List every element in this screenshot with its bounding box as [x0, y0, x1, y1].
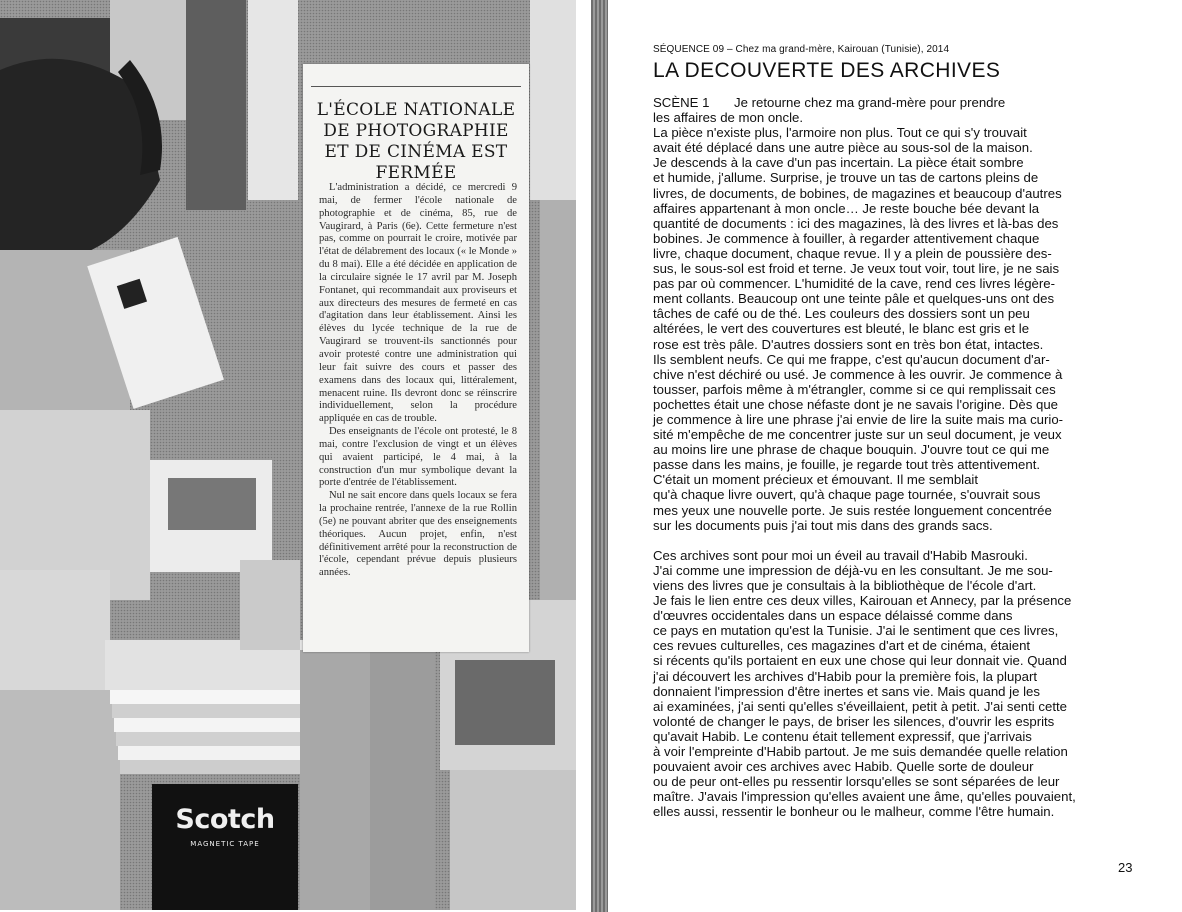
page-gutter [576, 0, 591, 912]
text-line: livres, de documents, de bobines, de magazines et beaucoup d'autres [653, 185, 1062, 201]
text-line: elles aussi, ressentir le bonheur ou le malheur, comme l'être humain. [653, 804, 1055, 820]
sequence-label: SÉQUENCE 09 – Chez ma grand-mère, Kairouan (Tunisie), 2014 [653, 44, 950, 55]
text-line: j'ai découvert les archives d'Habib pour la première fois, la plupart [653, 668, 1038, 684]
text-line: J'ai comme une impression de déjà-vu en les consultant. Je me sou- [653, 562, 1053, 578]
paragraph-archives [653, 548, 1133, 820]
text-line: ou de peur ont-elles pu ressentir lorsqu'elles se sont séparées de leur [653, 774, 1060, 790]
page-edge-photo-strip [591, 0, 608, 912]
text-line: ment collants. Beaucoup ont une teinte pâle et quelques-uns ont des [653, 291, 1055, 307]
text-line-content: Je retourne chez ma grand-mère pour prendre [734, 95, 1006, 110]
text-line: au moins lire une phrase de chaque bouquin. J'ouvre tout ce qui me [653, 442, 1050, 458]
text-line: ce pays en mutation qu'est la Tunisie. J'ai le sentiment que ces livres, [653, 623, 1059, 639]
text-line: mes yeux une nouvelle porte. Je suis restée longuement concentrée [653, 502, 1052, 518]
clipping-headline [315, 100, 517, 184]
scotch-sub-label: MAGNETIC TAPE [190, 840, 260, 848]
clipping-headline-line: L'ÉCOLE NATIONALE [316, 100, 516, 120]
text-line: bobines. Je commence à fouiller, à regarder attentivement chaque [653, 230, 1040, 246]
text-line: maître. J'avais l'impression qu'elles avaient une âme, qu'elles pouvaient, [653, 789, 1076, 805]
text-line [653, 95, 1133, 110]
clipping-body [319, 182, 517, 580]
text-line: sité m'empêche de me concentrer juste sur un seul document, je veux [653, 427, 1062, 443]
text-line: les affaires de mon oncle. [653, 110, 804, 126]
text-line: avait été déplacé dans une autre pièce au sous-sol de la maison. [653, 140, 1033, 156]
text-line: altérées, le vert des couvertures est bleuté, le blanc est gris et le [653, 321, 1030, 337]
text-line: tâches de café ou de thé. Les couleurs des dossiers sont un peu [653, 306, 1030, 322]
text-line: passe dans les mains, je fouille, je regarde tout très attentivement. [653, 457, 1041, 473]
scotch-brand-label: Scotch [175, 804, 275, 835]
clipping-headline-line: ET DE CINÉMA EST FERMÉE [324, 142, 508, 183]
text-line: d'œuvres occidentales dans un espace délaissé comme dans [653, 608, 1013, 624]
text-line: Ils semblent neufs. Ce qui me frappe, c'est qu'aucun document d'ar- [653, 351, 1050, 367]
text-line: qu'avait Habib. Le contenu était tellement expressif, que j'arrivais [653, 728, 1032, 744]
scene-label: SCÈNE 1 [653, 95, 710, 110]
text-line: C'était un moment précieux et émouvant. Il me semblait [653, 472, 979, 488]
body-text [653, 95, 1133, 820]
text-line: tousser, parfois même à m'étrangler, comme si ce qui remplissait ces [653, 381, 1056, 397]
text-line: pas par où commencer. L'humidité de la cave, rend ces livres légère- [653, 276, 1056, 292]
text-line: La pièce n'existe plus, l'armoire non plus. Tout ce qui s'y trouvait [653, 125, 1027, 141]
text-line: chive n'est déchiré ou usé. Je commence à les ouvrir. Je commence à [653, 366, 1063, 382]
text-line: sus, le sous-sol est froid et terne. Je veux tout voir, tout lire, je ne sais [653, 261, 1060, 277]
paragraph-gap [653, 533, 1133, 548]
text-line: Ces archives sont pour moi un éveil au travail d'Habib Masrouki. [653, 547, 1028, 563]
archive-photograph [0, 0, 576, 910]
text-line: volonté de changer le pays, de briser les silences, d'ouvrir les esprits [653, 713, 1055, 729]
text-line: Je descends à la cave d'un pas incertain. La pièce était sombre [653, 155, 1024, 171]
text-line: qu'à chaque livre ouvert, qu'à chaque page tournée, s'ouvrait sous [653, 487, 1041, 503]
text-line: viens des livres que je consultais à la bibliothèque de l'école d'art. [653, 578, 1037, 593]
text-line: à voir l'empreinte d'Habib partout. Je me suis demandée quelle relation [653, 744, 1068, 760]
clipping-paragraph: L'administration a décidé, ce mercredi 9 mai, de fermer l'école nationale de photographie et de cinéma, 85, rue de Vaugirard, à Paris (6e). Cette fermeture n'est pas, comme on pourrait le croire, motivée par l'état de délabrement des locaux (« le Monde » du 8 mai). Elle a été décidée en application de la circulaire signée le 17 avril par M. Joseph Fontanet, qui recommandait aux proviseurs et aux directeurs des mesures de fermeté en cas d'agitation dans leur établissement. Ainsi les élèves du lycée technique de la rue de Vaugirard se trouvent-ils sanctionnés pour avoir protesté contre une administration qui leur fait suivre des cours et passer des examens dans des locaux qui, littéralement, menacent ruine. Ils devront donc se réinscrire individuellement, selon la procédure appliquée en cas de trouble. [319, 182, 517, 425]
text-line: je commence à lire une phrase j'ai envie de lire la suite mais ma curio- [653, 411, 1064, 427]
clipping-paragraph: Nul ne sait encore dans quels locaux se fera la prochaine rentrée, l'annexe de la rue Rollin (5e) ne pouvant abriter que des enseignements théoriques. Aucun projet, enfin, n'est définitivement arrêté pour la reconstruction de l'école, cependant prévue depuis plusieurs années. [319, 490, 517, 579]
text-line: rose est très pâle. D'autres dossiers sont en très bon état, intactes. [653, 336, 1044, 352]
clipping-top-rule [311, 86, 521, 87]
clipping-headline-line: DE PHOTOGRAPHIE [323, 121, 509, 141]
newspaper-clipping [303, 64, 529, 652]
text-line: donnaient l'impression d'être inertes et sans vie. Mais quand je les [653, 683, 1040, 699]
text-line: et humide, j'allume. Surprise, je trouve un tas de cartons pleins de [653, 170, 1039, 186]
text-line: si récents qu'ils portaient en eux une chose qui leur donnait vie. Quand [653, 653, 1067, 669]
text-line: livre, chaque document, chaque revue. Il y a plein de poussière des- [653, 245, 1052, 261]
text-line: quantité de documents : ici des magazines, là des livres et là-bas des [653, 215, 1059, 231]
page-number: 23 [1118, 860, 1133, 875]
text-line: ces revues culturelles, ces magazines d'art et de cinéma, étaient [653, 638, 1031, 654]
clipping-paragraph: Des enseignants de l'école ont protesté, le 8 mai, contre l'exclusion de vingt et un élèves qui avaient participé, le 4 mai, à la construction d'un mur symbolique devant la porte d'entrée de l'établissement. [319, 426, 517, 489]
text-line: Je fais le lien entre ces deux villes, Kairouan et Annecy, par la présence [653, 593, 1072, 609]
page-title: LA DECOUVERTE DES ARCHIVES [653, 59, 1001, 82]
text-line: ai examinées, j'ai senti qu'elles s'éveillaient, petit à petit. J'ai senti cette [653, 698, 1067, 714]
text-line: pochettes était une chose néfaste dont je ne savais l'origine. Dès que [653, 396, 1059, 412]
paragraph-scene-1 [653, 95, 1133, 533]
text-line: sur les documents puis j'ai tout mis dans des grands sacs. [653, 517, 993, 533]
scotch-tape-box [152, 784, 298, 910]
text-line: affaires appartenant à mon oncle… Je reste bouche bée devant la [653, 200, 1040, 216]
text-line: pouvaient avoir ces archives avec Habib. Quelle sorte de douleur [653, 759, 1034, 775]
